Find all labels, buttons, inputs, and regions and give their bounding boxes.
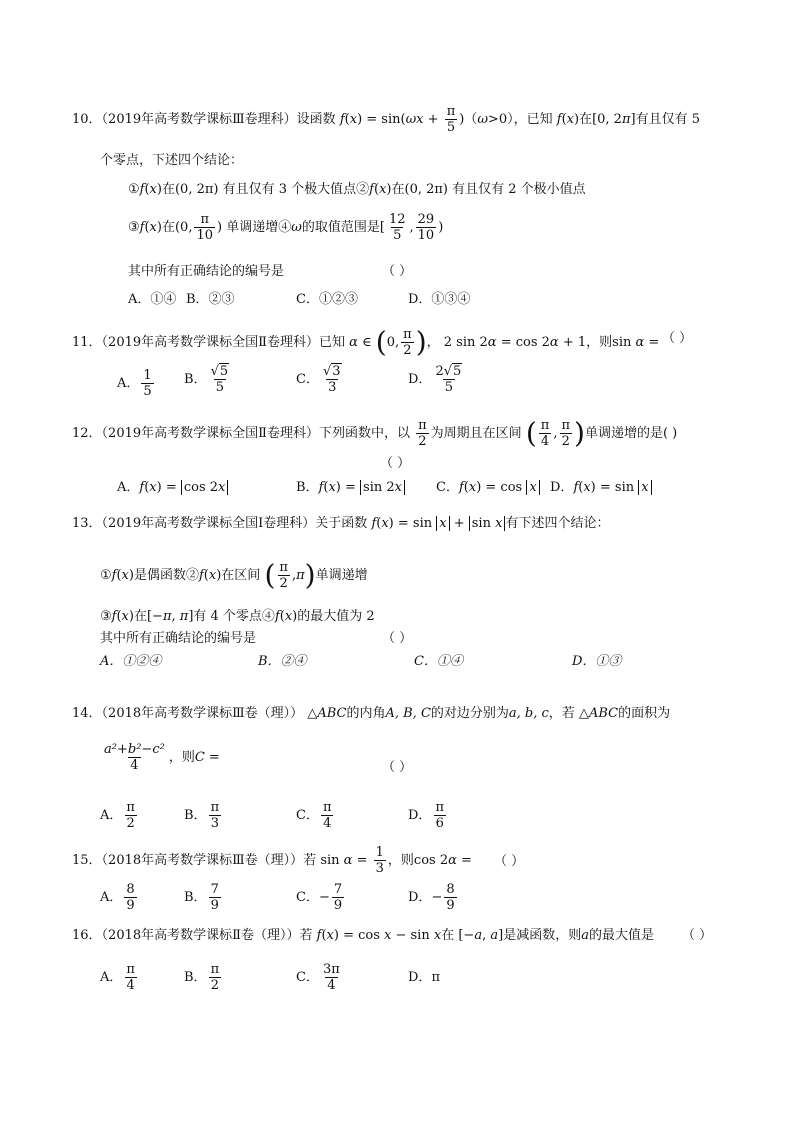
q14-option-b[interactable]: B． $\frac{\pi}{3}$ <box>184 800 220 831</box>
q13-option-b[interactable]: B．②④ <box>258 654 307 669</box>
q11-option-a[interactable]: A． $\frac{1}{5}$ <box>117 368 152 399</box>
q10-stem-cont: 个零点，下述四个结论： <box>100 153 244 168</box>
q11-answer-blank: （ ） <box>662 331 693 346</box>
q14-stem-cont: $\frac{\text{a²+b²−c²}}{4}$ ，则C = <box>104 742 220 773</box>
q10-stem: 10．（2019年高考数学课标Ⅲ卷理科）设函数 f(x) = sin(ωx + $\frac{\pi}{5}$ )（ω>0），已知 f(x)在[0, 2π]有且仅有 5 <box>72 104 700 135</box>
q12-option-b[interactable]: B．f(x) = sin 2x <box>296 476 405 495</box>
q10-option-b[interactable]: B．②③ <box>186 292 235 307</box>
q12-option-a[interactable]: A．f(x) = cos 2x <box>117 476 228 495</box>
q13-option-a[interactable]: A．①②④ <box>100 654 162 669</box>
q14-option-d[interactable]: D． $\frac{\pi}{6}$ <box>408 800 444 831</box>
q15-option-c[interactable]: C．− $\frac{7}{9}$ <box>296 882 343 913</box>
q10-conclusion-3-4: ③f(x)在(0, $\frac{\pi}{10}$ ) 单调递增④ω的取值范围是[ $\frac{12}{5}$ , $\frac{29}{10}$ ) <box>128 212 444 243</box>
q11-option-b[interactable]: B． $\frac{√5}{5}$ <box>184 364 229 395</box>
q12-option-d[interactable]: D．f(x) = sin x <box>550 476 652 495</box>
q15-option-d[interactable]: D．− $\frac{8}{9}$ <box>408 882 455 913</box>
q13-answer-blank: （ ） <box>382 631 413 646</box>
q10-ask: 其中所有正确结论的编号是 <box>128 264 285 279</box>
q12-answer-blank: （ ） <box>380 456 411 471</box>
q10-option-d[interactable]: D．①③④ <box>408 292 471 307</box>
q14-stem: 14．（2018年高考数学课标Ⅲ卷（理）） △ABC的内角A, B, C的对边分别为a, b, c，若 △ABC的面积为 <box>72 706 671 721</box>
q12-option-c[interactable]: C．f(x) = cos x <box>436 476 540 495</box>
q15-answer-blank: （ ） <box>494 854 525 869</box>
q11-option-d[interactable]: D． $\frac{2√5}{5}$ <box>408 364 462 395</box>
q16-option-c[interactable]: C． $\frac{3\pi}{4}$ <box>296 962 340 993</box>
q13-option-c[interactable]: C．①④ <box>414 654 463 669</box>
q12-stem: 12．（2019年高考数学课标全国Ⅱ卷理科）下列函数中，以 $\frac{\pi}{2}$ 为周期且在区间 ( $\frac{\pi}{4}$ , $\frac{\pi}{2}$ )单调递增的是( ) <box>72 416 678 450</box>
q13-stem: 13．（2019年高考数学课标全国Ⅰ卷理科）关于函数 f(x) = sin x + sin x 有下述四个结论： <box>72 516 610 531</box>
q10-answer-blank: （ ） <box>382 264 413 279</box>
q16-option-b[interactable]: B． $\frac{\pi}{2}$ <box>184 962 220 993</box>
q10-option-c[interactable]: C．①②③ <box>296 292 358 307</box>
q13-conclusion-1-2: ①f(x)是偶函数②f(x)在区间 ( $\frac{\pi}{2}$ ,π)单调递增 <box>100 558 368 592</box>
q15-stem: 15．（2018年高考数学课标Ⅲ卷（理））若 sin α = $\frac{1}{3}$ ，则cos 2α = <box>72 845 472 876</box>
q11-option-c[interactable]: C． $\frac{√3}{3}$ <box>296 364 341 395</box>
q14-option-a[interactable]: A． $\frac{\pi}{2}$ <box>100 800 135 831</box>
q13-conclusion-3-4: ③f(x)在[−π, π]有 4 个零点④f(x)的最大值为 2 <box>100 609 375 624</box>
q15-option-a[interactable]: A． $\frac{8}{9}$ <box>100 882 135 913</box>
q16-answer-blank: （ ） <box>682 928 713 943</box>
q15-option-b[interactable]: B． $\frac{7}{9}$ <box>184 882 219 913</box>
q16-option-d[interactable]: D．π <box>408 970 440 985</box>
q13-option-d[interactable]: D．①③ <box>572 654 622 669</box>
q16-stem: 16．（2018年高考数学课标Ⅱ卷（理））若 f(x) = cos x − sin x在 [−a, a]是减函数，则a的最大值是 <box>72 928 654 943</box>
q10-option-a[interactable]: A．①④ <box>128 292 177 307</box>
q11-stem: 11．（2019年高考数学课标全国Ⅱ卷理科）已知 α ∈ (0, $\frac{\pi}{2}$ )， 2 sin 2α = cos 2α + 1，则sin α = <box>72 325 660 359</box>
q14-answer-blank: （ ） <box>382 760 413 775</box>
q13-ask: 其中所有正确结论的编号是 <box>100 631 257 646</box>
q14-option-c[interactable]: C． $\frac{\pi}{4}$ <box>296 800 332 831</box>
q16-option-a[interactable]: A． $\frac{\pi}{4}$ <box>100 962 135 993</box>
q10-conclusion-1-2: ①f(x)在(0, 2π) 有且仅有 3 个极大值点②f(x)在(0, 2π) 有且仅有 2 个极小值点 <box>128 182 586 197</box>
